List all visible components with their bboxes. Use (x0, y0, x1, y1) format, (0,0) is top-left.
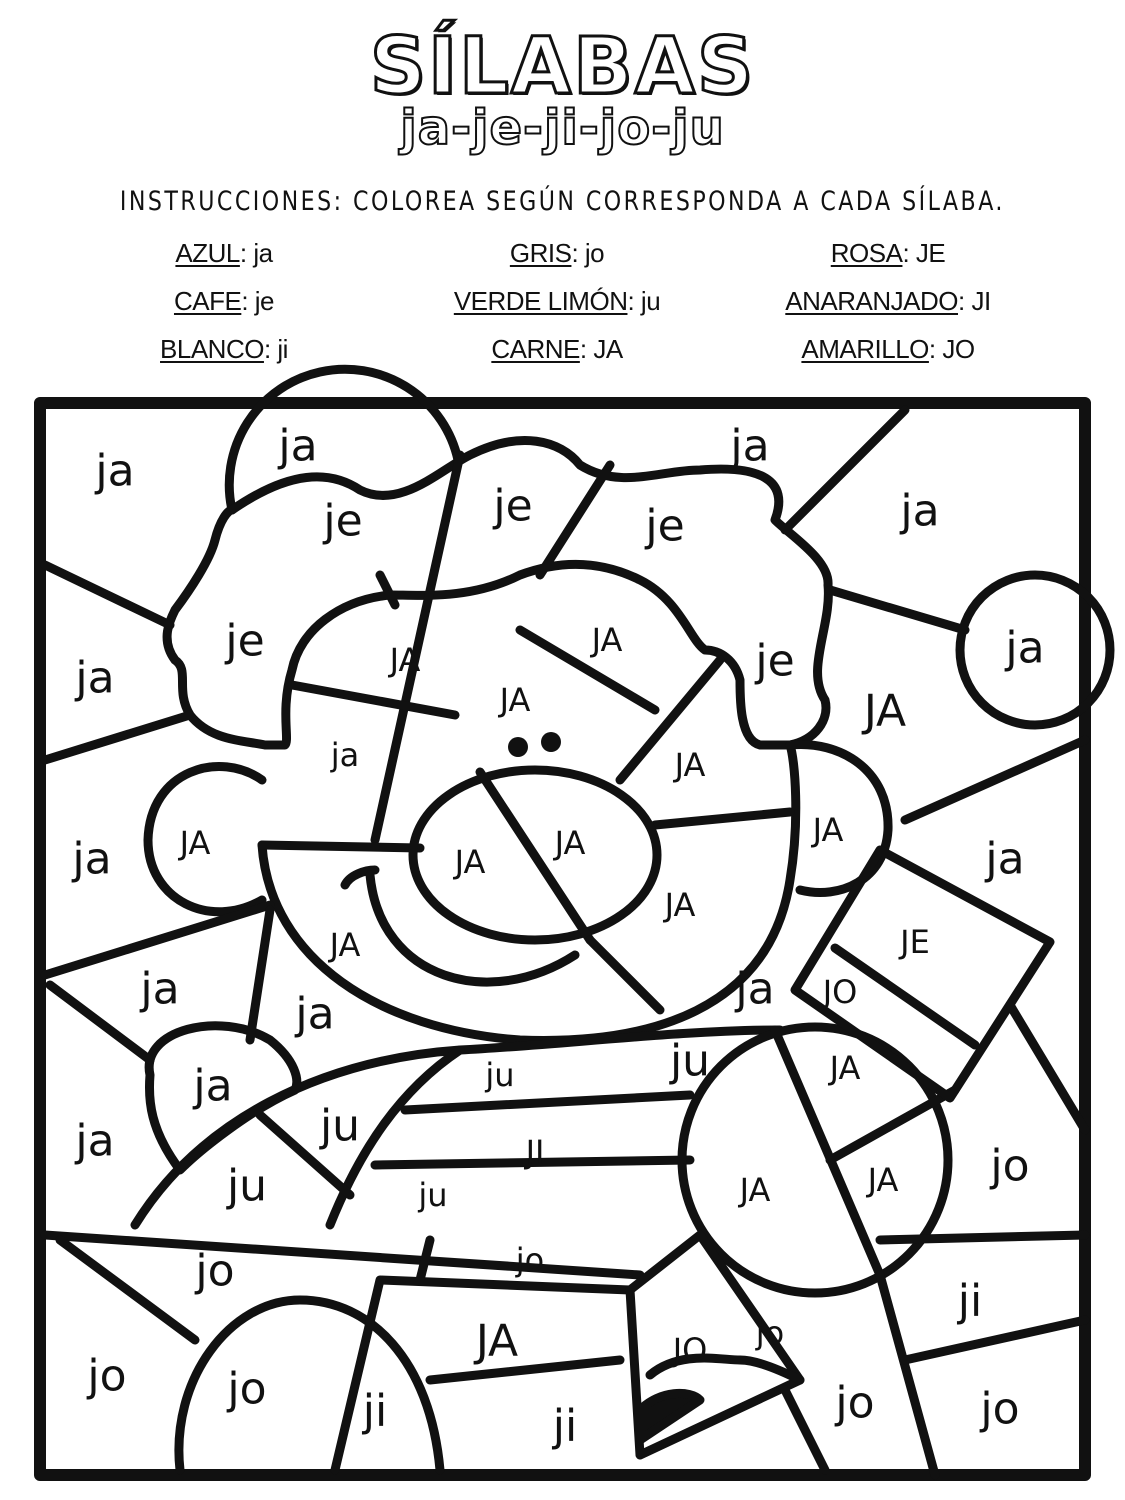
region-syllable: ja (1005, 622, 1045, 674)
region-syllable: JA (554, 824, 586, 863)
region-syllable: ja (140, 963, 180, 1015)
region-syllable: JE (900, 923, 930, 962)
region-syllable: jo (515, 1241, 545, 1280)
region-syllable: ju (669, 1035, 711, 1087)
region-syllable: JA (867, 1161, 899, 1200)
eye-right (541, 732, 561, 752)
region-syllable: jo (755, 1314, 785, 1353)
region-syllable: ju (485, 1056, 515, 1095)
region-syllable: JO (822, 973, 858, 1012)
region-syllable: ja (735, 963, 775, 1015)
region-syllable: ji (362, 1385, 388, 1437)
region-syllable: je (493, 480, 533, 532)
region-syllable: JA (329, 926, 361, 965)
instructions-text: INSTRUCCIONES: COLOREA SEGÚN CORRESPONDA A CADA SÍLABA. (119, 186, 1005, 217)
circle-shape (179, 1300, 440, 1470)
worksheet-subtitle: ja-je-ji-jo-ju (400, 100, 725, 156)
region-syllable: JA (664, 886, 696, 925)
worksheet-title: SÍLABAS (369, 22, 756, 112)
region-syllable: JA (499, 681, 531, 720)
region-syllable: JA (389, 641, 421, 680)
legend-item: VERDE LIMÓN: ju (453, 286, 661, 316)
region-syllable: jo (980, 1383, 1020, 1435)
legend-item: CARNE: JA (491, 334, 623, 364)
region-syllable: ja (75, 1115, 115, 1167)
region-syllable: je (755, 635, 795, 687)
region-syllable: ja (985, 833, 1025, 885)
region-syllable: JA (739, 1171, 771, 1210)
region-syllable: JA (829, 1049, 861, 1088)
region-syllable: JA (591, 621, 623, 660)
region-syllable: JA (812, 811, 844, 850)
region-syllable: ji (552, 1400, 578, 1452)
eye-left (508, 737, 528, 757)
region-syllable: JA (179, 824, 211, 863)
legend-item: AZUL: ja (175, 238, 273, 268)
region-syllable: je (225, 615, 265, 667)
region-syllable: ja (193, 1060, 233, 1112)
legend-item: AMARILLO: JO (801, 334, 975, 364)
region-syllable: jo (87, 1350, 127, 1402)
region-syllable: ja (72, 833, 112, 885)
region-syllable: ja (95, 445, 135, 497)
region-syllable: JA (863, 685, 907, 737)
region-syllable: JO (672, 1331, 708, 1370)
region-syllable: JI (525, 1133, 545, 1172)
region-syllable: ja (278, 420, 318, 472)
region-syllable: ja (730, 420, 770, 472)
legend-item: BLANCO: ji (160, 334, 288, 364)
region-syllable: je (323, 495, 363, 547)
legend-item: GRIS: jo (509, 238, 605, 268)
legend-item: ANARANJADO: JI (785, 286, 991, 316)
region-syllable: JA (475, 1315, 519, 1367)
face-outline (262, 745, 796, 1040)
region-syllable: jo (835, 1377, 875, 1429)
legend-item: CAFE: je (173, 286, 275, 316)
region-syllable: ja (900, 485, 940, 537)
region-syllable: jo (990, 1140, 1030, 1192)
region-syllable: ja (330, 736, 360, 775)
region-syllable: ju (319, 1100, 361, 1152)
region-syllable: je (645, 500, 685, 552)
region-syllable: jo (195, 1245, 235, 1297)
region-syllable: jo (227, 1363, 267, 1415)
region-syllable: ju (226, 1160, 268, 1212)
region-syllable: JA (674, 746, 706, 785)
region-syllable: ju (418, 1176, 448, 1215)
region-syllable: ja (295, 988, 335, 1040)
region-syllable: JA (454, 843, 486, 882)
region-syllable: ji (957, 1275, 983, 1327)
region-syllable: ja (75, 652, 115, 704)
legend-item: ROSA: JE (830, 238, 946, 268)
